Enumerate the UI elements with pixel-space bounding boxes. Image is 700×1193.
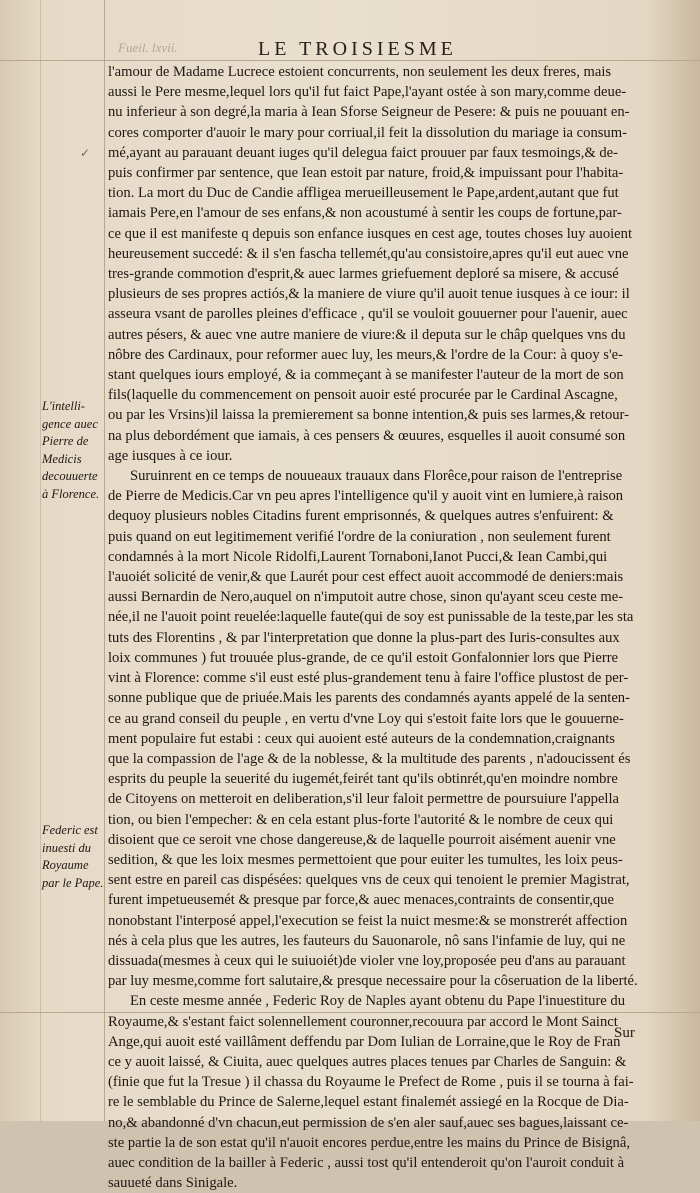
text-line: puis quand on eut legitimement verifié l'ordre de la coniuration , non seulement furent (108, 528, 611, 545)
text-line: nés à cela plus que les autres, les fauteurs du Sauonarole, nô sans l'infamie de luy, qui ne (108, 932, 626, 949)
text-line: sauueté dans Sinigale. (108, 1175, 238, 1192)
text-line: sent estre en pareil cas dispésées: quelques vns de ceux qui tenoient le premier Magistrat, (108, 872, 630, 889)
text-line: de Pierre de Medicis.Car vn peu apres l'intelligence qu'il y auoit vint en lumiere,à raison (108, 488, 624, 505)
text-line: asseura vsant de parolles pleines d'efficace , qu'il se vouloit gouuerner pour l'auenir, auec (108, 306, 628, 323)
text-line: Suruinrent en ce temps de nouueaux trauaux dans Florêce,pour raison de l'entreprise (130, 468, 623, 485)
text-line: loix communes ) fut trouuée plus-grande, de ce qu'il estoit Gonfalonnier lors que Pierre (108, 649, 619, 666)
text-line: l'auoiét solicité de venir,& que Laurét pour cest effect auoit accommodé de deniers:mais (108, 569, 624, 586)
sidenote-federic: Federic est inuesti du Royaume par le Pape. (42, 823, 104, 890)
folio-number: Fueil. lxvii. (118, 40, 178, 55)
text-line: aussi Bernardin de Nero,auquel on n'imputoit autre chose, sinon qu'ayant sceu ceste me- (108, 589, 624, 606)
text-line: tuts des Florentins , & par l'interpretation que donne la plus-part des Iuris-consultes aux (108, 629, 620, 646)
text-line: stant quelques iours employé, & ia commeçant à se manifester l'auteur de la mort de son (108, 367, 624, 384)
text-line: plusieurs de ses propres actiós,& la maniere de viure qu'il auoit tenue iusques à ce iour: il (108, 286, 630, 303)
text-line: ou par les Vrsins)il laissa la premierement sa bonne intention,& puis ses larmes,& retour- (108, 407, 629, 424)
catchword: Sur (614, 1025, 635, 1041)
text-line: nôbre des Cardinaux, pour reformer auec luy, les meurs,& l'ordre de la Cour: à quoy s'e- (108, 346, 623, 363)
text-line: par luy mesme,comme fort salutaire,& presque necessaire pour la côseruation de la liberté. (108, 973, 638, 990)
text-line: tres-grande commotion d'esprit,& auec larmes griefuement deploré sa misere, & accusé (108, 266, 619, 283)
text-line: dequoy plusieurs nobles Citadins furent emprisonnés, & quelques autres s'enfuirent: & (108, 508, 614, 525)
text-line: ce y auoit laissé, & Ciuita, auec quelques autres places tenues par Charles de Sanguin: & (108, 1053, 627, 1070)
text-line: cores comporter d'auoir le mary pour corriual,il feit la dissolution du mariage ia consum- (108, 124, 627, 141)
text-line: re le semblable du Prince de Salerne,lequel estant finalemét assiegé en la Rocque de Dia- (108, 1094, 629, 1111)
text-line: furent impetueusemét & presque par force,& auec menaces,contraints de consentir,que (108, 892, 614, 909)
text-line: heureusement succedé: & il s'en fascha tellemét,qu'au consistoire,apres qu'il eut auec vne (108, 245, 629, 262)
text-line: fils(laquelle du commencement on pensoit auoir esté procurée par le Cardinal Ascagne, (108, 387, 618, 404)
text-line: tion. La mort du Duc de Candie affligea merueilleusement le Pape,ardent,autant que fut (108, 185, 619, 202)
running-head: LE TROISIESME (258, 38, 457, 60)
text-line: nu inferieur à son degré,la maria à Iean Sforse Seigneur de Pesere: & puis ne pouuant en- (108, 104, 630, 121)
text-line: iamais Pere,en l'amour de ses enfans,& non acoustumé à sentir les coups de fortune,par- (108, 205, 622, 222)
sidenote-medicis: L'intelli-gence auec Pierre de Medicis decouuerte à Florence. (42, 399, 100, 501)
text-line: disoient que ce seroit vne chose dangereuse,& de laquelle pourroit aisément auenir vne (108, 831, 616, 848)
text-line: que la compassion de l'age & de la noblesse, & la multitude des parents , n'adoucissent és (108, 750, 631, 767)
margin-rule-left (104, 0, 105, 1121)
text-line: ment populaire fut estabi : ceux qui auoient esté auteurs de la condemnation,craignants (108, 730, 615, 747)
text-line: na plus debordément que iamais, à ces pensers & œuures, esquelles il auoit consumé son (108, 427, 626, 444)
paragraph-1 (108, 62, 696, 466)
paragraph-2 (108, 466, 696, 991)
text-line: esprits du peuple la seuerité du iugemét,feirét tant qu'ils obtinrét,qu'en moindre nombre (108, 771, 618, 788)
text-line: aussi le Pere mesme,lequel lors qu'il fut faict Pape,l'ayant ostée à son mary,comme deue- (108, 84, 627, 101)
text-line: l'amour de Madame Lucrece estoient concurrents, non seulement les deux freres, mais (108, 64, 612, 80)
text-line: sedition, & que les loix mesmes permettoient que pour euiter les tumultes, les loix peus- (108, 851, 623, 868)
paragraph-3 (108, 991, 696, 1193)
text-line: auec condition de la bailler à Federic , aussi tost qu'il entenderoit qu'on l'auroit conduit à (108, 1154, 625, 1171)
text-line: age iusques à ce iour. (108, 447, 233, 464)
text-line: dissuada(mesmes à ceux qui le suiuoiét)de violer vne loy,proposée peu d'ans au parauant (108, 952, 626, 969)
text-line: condamnés à la mort Nicole Ridolfi,Laurent Tornaboni,Ianot Pucci,& Iean Cambi,qui (108, 548, 608, 565)
text-line: nonobstant l'interposé appel,l'execution se feist la nuict mesme:& se monstrerét affection (108, 912, 628, 929)
text-line: (finie que fut la Tresue ) il chassa du Royaume le Prefect de Rome , puis il se tourna à fai- (108, 1074, 634, 1091)
text-line: puis confirmer par sentence, que Iean estoit par nature, froid,& impuissant pour l'habita- (108, 165, 624, 182)
text-line: Royaume,& s'estant faict solennellement couronner,recouura par accord le Mont Sainct (108, 1013, 618, 1030)
text-line: ste partie la de son estat qu'il n'auoit encores perdue,entre les mains du Prince de Bisignâ, (108, 1134, 630, 1151)
text-line: vint à Florence: comme s'il eust esté plus-grandement tenu à faire l'office plustost de per- (108, 670, 629, 687)
text-line: tion, ou bien l'empecher: & en cela estant plus-forte l'autorité & le nombre de ceux qui (108, 811, 614, 828)
text-line: Ange,qui auoit esté vaillâment deffendu par Dom Iulian de Lorraine,que le Roy de Fran (108, 1033, 621, 1050)
text-line: no,& abandonné d'vn chacun,eut permission de s'en aler sauf,auec ses bagues,laissant ce- (108, 1114, 629, 1131)
text-line: ce que il est manifeste q depuis son enfance iusques en cest age, toutes choses luy auoient (108, 225, 632, 242)
text-line: En ceste mesme année , Federic Roy de Naples ayant obtenu du Pape l'inuestiture du (130, 993, 626, 1010)
text-line: sonne publique que de priuée.Mais les parents des condamnés ayants appelé de la senten- (108, 690, 630, 707)
margin-tick-mark: ✓ (80, 146, 91, 160)
text-line: autres pésers, & auec vne autre maniere de viure:& il deputa sur le châp quelques vns du (108, 326, 626, 343)
text-line: mé,ayant au parauant deuant iuges qu'il delegua faict prouuer par faux tesmoings,& de- (108, 144, 618, 161)
text-line: de Citoyens on metteroit en deliberation,s'il leur faloit permettre de poursuiure l'appella (108, 791, 620, 808)
text-line: née,il ne l'auoit point reuelée:laquelle faute(qui de soy est punissable de la teste,par les sta (108, 609, 634, 626)
body-text (108, 62, 696, 1193)
text-line: ce au grand conseil du peuple , en vertu d'vne Loy qui s'estoit faite lors que le gouuerne- (108, 710, 624, 727)
margin-rule-outer (40, 0, 41, 1121)
